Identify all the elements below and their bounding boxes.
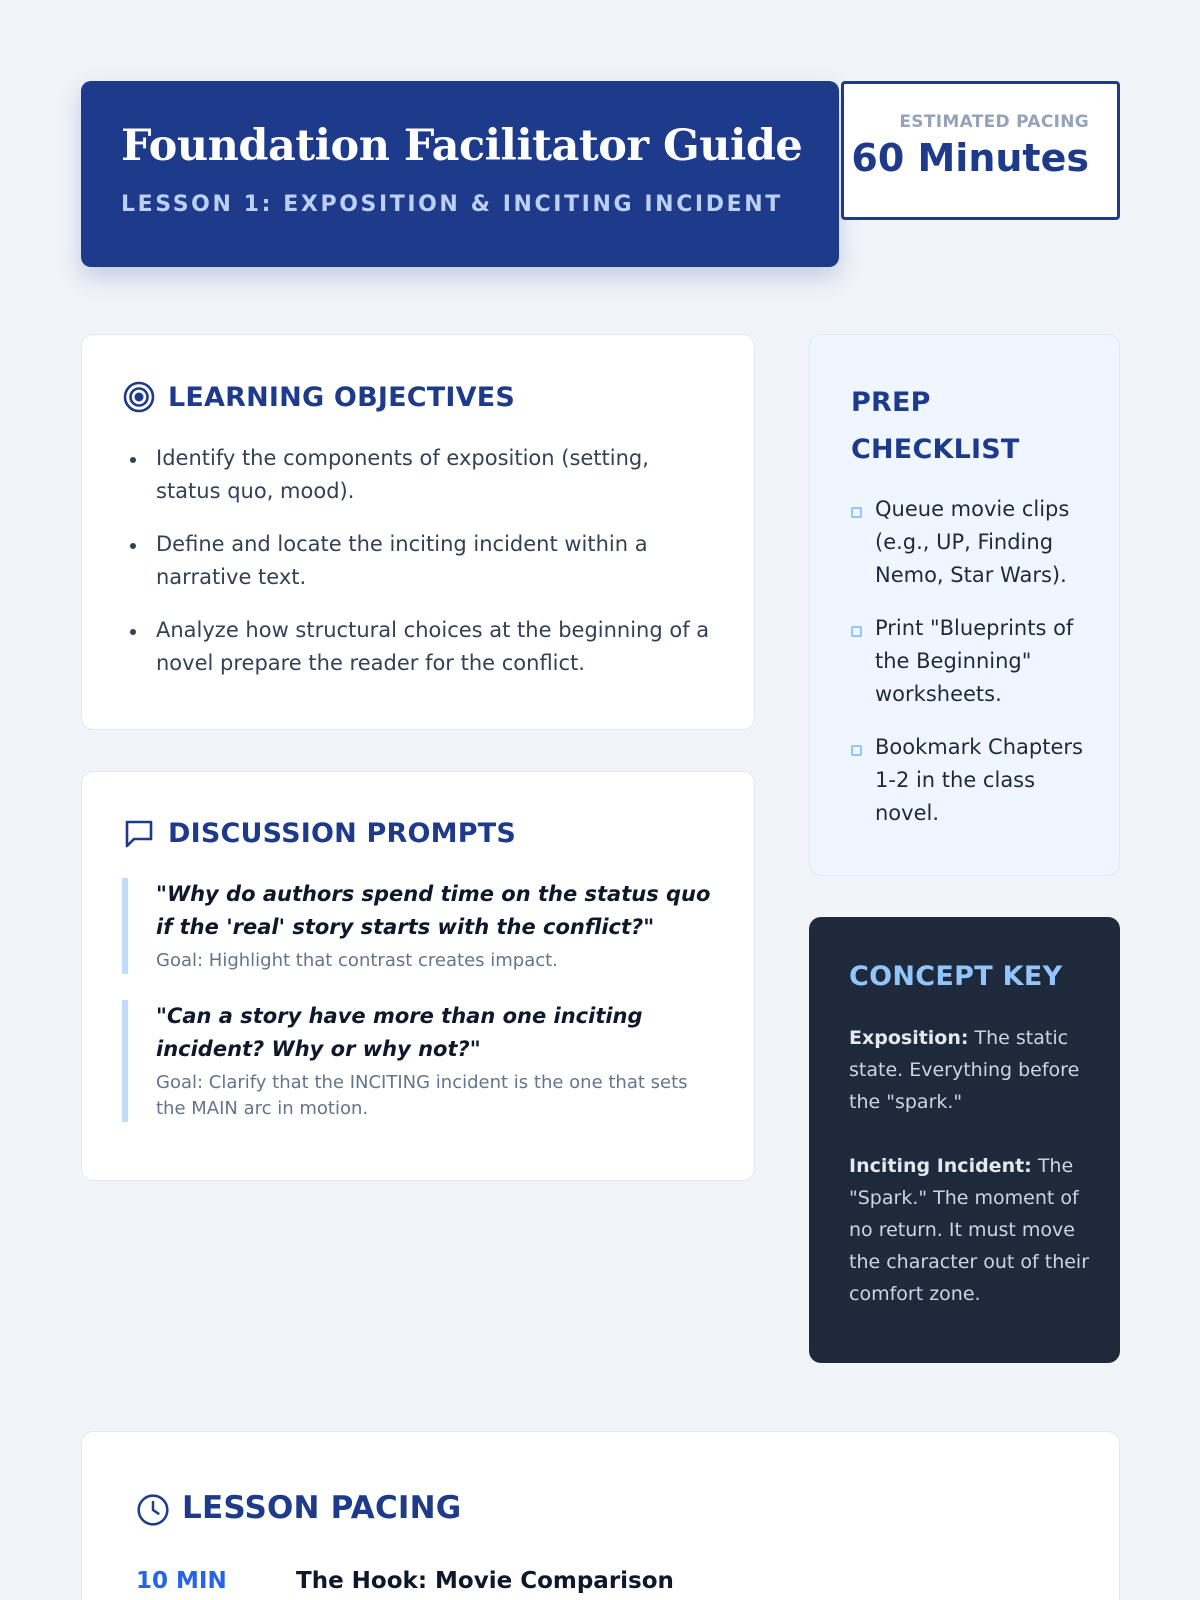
discussion-prompts-card [81, 771, 755, 1181]
discussion-prompt [122, 878, 714, 974]
lesson-subtitle: LESSON 1: EXPOSITION & INCITING INCIDENT [121, 192, 783, 218]
pacing-value: 60 Minutes [851, 136, 1089, 180]
prompt-question: "Can a story have more than one inciting incident? Why or why not?" [156, 1004, 643, 1061]
prompts-header [122, 816, 714, 850]
prompts-title: DISCUSSION PROMPTS [168, 817, 516, 849]
checklist-item: Queue movie clips (e.g., UP, Finding Nemo, Star Wars). [851, 493, 1089, 592]
concept-entry [849, 1022, 1092, 1118]
prompt-goal: Goal: Highlight that contrast creates impact. [156, 950, 558, 971]
prep-list [851, 493, 1089, 830]
pacing-label: ESTIMATED PACING [899, 112, 1089, 132]
learning-objectives-card [81, 334, 755, 730]
list-item: Identify the components of exposition (setting, status quo, mood). [122, 442, 714, 508]
pacing-activity: The Hook: Movie Comparison [296, 1568, 674, 1594]
pacing-title: LESSON PACING [182, 1490, 462, 1526]
concept-term: Exposition: [849, 1027, 969, 1049]
concept-definition: The "Spark." The moment of no return. It must move the character out of their comfort zone. [849, 1155, 1090, 1305]
prompt-question: "Why do authors spend time on the status quo if the 'real' story starts with the conflict?" [156, 882, 711, 939]
lesson-pacing-card [81, 1431, 1120, 1600]
checklist-item: Bookmark Chapters 1-2 in the class novel. [851, 731, 1089, 830]
prep-checklist-card [809, 334, 1120, 876]
concept-key-card [809, 917, 1120, 1363]
pacing-header [136, 1490, 1065, 1526]
clock-icon [136, 1491, 170, 1525]
list-item: Analyze how structural choices at the beginning of a novel prepare the reader for the conflict. [122, 614, 714, 680]
objectives-header [122, 380, 714, 414]
prep-title: PREP CHECKLIST [851, 387, 1020, 465]
pacing-time: 10 MIN [136, 1568, 227, 1594]
list-item: Define and locate the inciting incident within a narrative text. [122, 528, 714, 594]
guide-header [81, 81, 839, 267]
pacing-row [136, 1568, 1065, 1594]
concept-definition: The static state. Everything before the "spark." [849, 1027, 1080, 1113]
concept-term: Inciting Incident: [849, 1155, 1032, 1177]
chat-bubble-icon [122, 816, 156, 850]
concept-entry [849, 1150, 1092, 1310]
target-icon [122, 380, 156, 414]
objectives-title: LEARNING OBJECTIVES [168, 381, 516, 413]
concept-title: CONCEPT KEY [849, 961, 1063, 992]
estimated-pacing-badge [841, 81, 1120, 220]
page-title: Foundation Facilitator Guide [121, 121, 803, 171]
checklist-item: Print "Blueprints of the Beginning" worksheets. [851, 612, 1089, 711]
discussion-prompt [122, 1000, 714, 1122]
prompt-goal: Goal: Clarify that the INCITING incident is the one that sets the MAIN arc in motion. [156, 1072, 688, 1119]
objectives-list [122, 442, 714, 680]
